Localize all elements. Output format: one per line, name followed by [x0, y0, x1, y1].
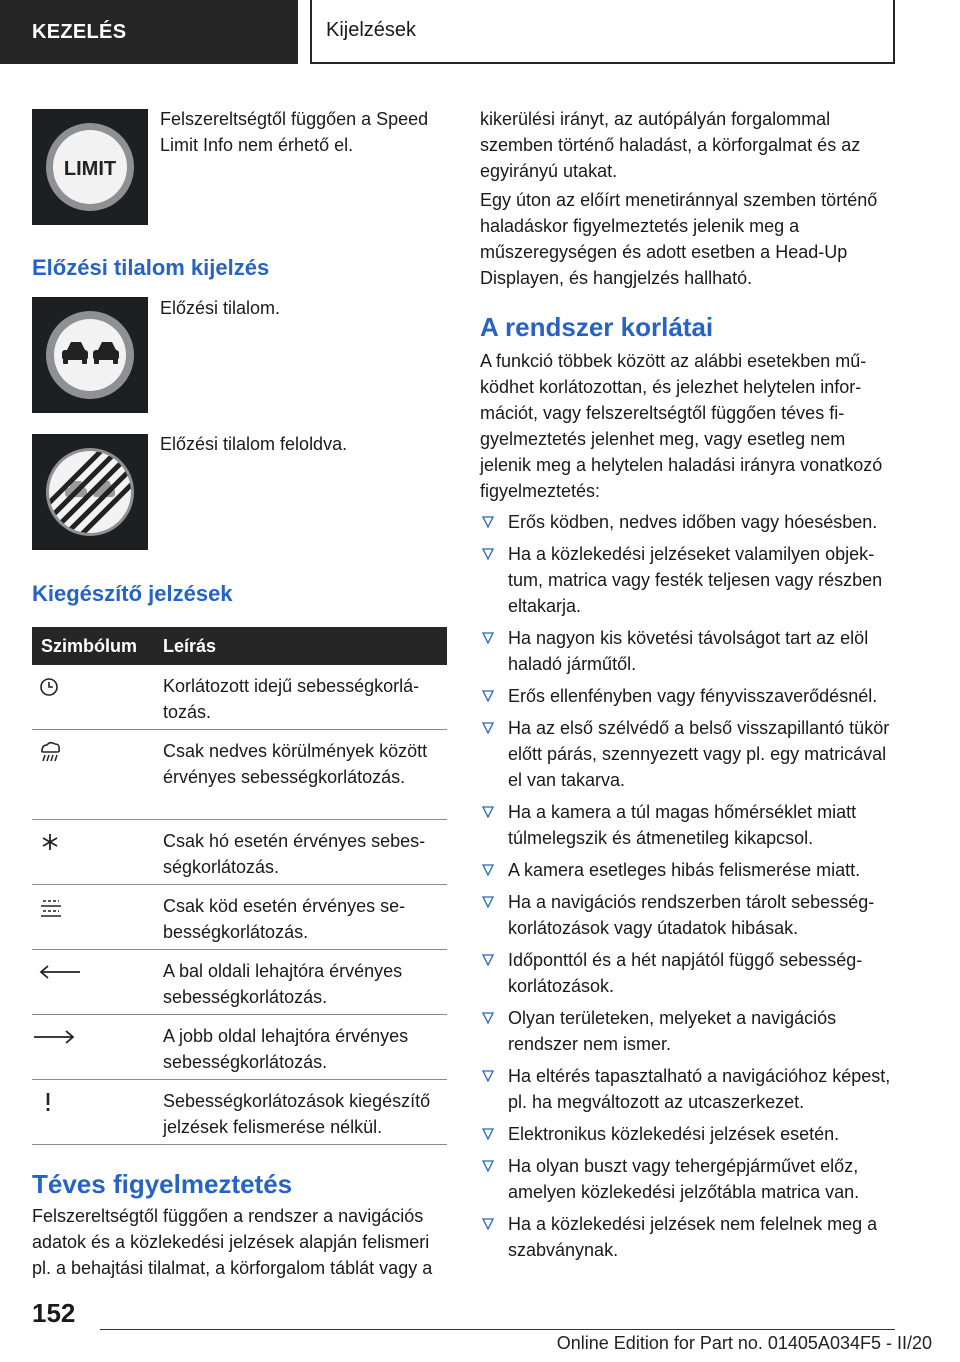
- right-paragraph-2: Egy úton az előírt menetiránnyal szemben történő haladáskor figyelmeztetés jelenik meg a műszeregységen és adott esetben a Head-Up Displayen, és hangjelzés hallható.: [480, 190, 878, 288]
- overtaking-caption: Előzési tilalom.: [160, 298, 281, 318]
- table-row: [32, 1080, 447, 1145]
- list-item-text: Elektronikus közlekedési jelzések esetén.: [508, 1124, 840, 1144]
- list-item: [480, 947, 900, 999]
- bullet-triangle-icon: [482, 864, 494, 876]
- arrow-right-icon: [32, 1025, 82, 1051]
- list-item-text: A kamera esetleges hibás felismerése miatt.: [508, 860, 861, 880]
- list-item-text: Erős ellenfényben vagy fényvisszaverődésnél.: [508, 686, 878, 706]
- overtaking-end-caption: Előzési tilalom feloldva.: [160, 434, 348, 454]
- list-item: [480, 1121, 900, 1147]
- rain-icon: [32, 740, 72, 766]
- bullet-triangle-icon: [482, 1070, 494, 1082]
- false-warning-heading: Téves figyelmeztetés: [32, 1169, 293, 1199]
- page-title: Kijelzések: [310, 0, 895, 64]
- bullet-triangle-icon: [482, 1128, 494, 1140]
- row-description: Csak nedves körülmények között érvényes sebességkorlátozás.: [163, 741, 428, 787]
- col-symbol-header: Szimbólum: [41, 636, 138, 656]
- bullet-triangle-icon: [482, 632, 494, 644]
- list-item-text: Ha a navigációs rendszerben tárolt sebességkorlátozások vagy útadatok hibásak.: [508, 892, 875, 938]
- limit-sign-text: LIMIT: [63, 158, 117, 180]
- row-description: Sebességkorlátozások kiegészítő jelzések felismerése nélkül.: [163, 1091, 431, 1137]
- list-item-text: Olyan területeken, melyeket a navigációs rendszer nem ismer.: [508, 1008, 837, 1054]
- limits-bullet-list: [480, 509, 900, 1269]
- col-description-header: Leírás: [163, 636, 217, 656]
- list-item: [480, 625, 900, 677]
- fog-icon: [32, 895, 72, 921]
- row-description: Csak hó esetén érvényes sebességkorlátozás.: [163, 831, 426, 877]
- list-item-text: Időponttól és a hét napjától függő sebességkorlátozások.: [508, 950, 863, 996]
- table-row: [32, 885, 447, 950]
- row-description: Korlátozott idejű sebességkorlátozás.: [163, 676, 420, 722]
- list-item: [480, 1063, 900, 1115]
- table-row: [32, 730, 447, 820]
- table-row: [32, 820, 447, 885]
- list-item-text: Erős ködben, nedves időben vagy hóesésben.: [508, 512, 878, 532]
- bullet-triangle-icon: [482, 1218, 494, 1230]
- list-item: [480, 889, 900, 941]
- list-item-text: Ha nagyon kis követési távolságot tart az elöl haladó járműtől.: [508, 628, 869, 674]
- speed-limit-info-image: [32, 109, 148, 225]
- list-item: [480, 541, 900, 619]
- bullet-triangle-icon: [482, 722, 494, 734]
- list-item-text: Ha olyan buszt vagy tehergépjárművet előz, amelyen közlekedési jelzőtábla matrica van.: [508, 1156, 860, 1202]
- list-item: [480, 1153, 900, 1205]
- system-limits-heading: A rendszer korlátai: [480, 312, 714, 342]
- row-description: A jobb oldal lehajtóra érvényes sebességkorlátozás.: [163, 1026, 409, 1072]
- row-description: Csak köd esetén érvényes sebességkorlátozás.: [163, 896, 406, 942]
- bullet-triangle-icon: [482, 1160, 494, 1172]
- row-description: A bal oldali lehajtóra érvényes sebességkorlátozás.: [163, 961, 403, 1007]
- no-overtaking-sign-image: [32, 297, 148, 413]
- clock-icon: [32, 675, 72, 701]
- list-item-text: Ha eltérés tapasztalható a navigációhoz képest, pl. ha megváltozott az utcaszerkezet.: [508, 1066, 891, 1112]
- table-row: [32, 1015, 447, 1080]
- table-row: [32, 665, 447, 730]
- list-item: [480, 509, 900, 535]
- page-number: 152: [32, 1298, 76, 1328]
- list-item-text: Ha a kamera a túl magas hőmérséklet miatt túlmelegszik és átmenetileg kikapcsol.: [508, 802, 857, 848]
- list-item: [480, 799, 900, 851]
- additional-signs-table: [32, 627, 447, 1145]
- system-limits-intro: A funkció többek között az alábbi esetekben működhet korlátozottan, és jelezhet helytelen információt, vagy felszereltségtől függően téves figyelmeztetés jelenhet meg, vagy esetleg nem jelenik meg a helytelen haladási irányra vonatkozó figyelmeztetés:: [480, 351, 883, 501]
- list-item-text: Ha a közlekedési jelzések nem felelnek meg a szabványnak.: [508, 1214, 878, 1260]
- end-of-no-overtaking-sign-image: [32, 434, 148, 550]
- bullet-triangle-icon: [482, 548, 494, 560]
- list-item-text: Ha a közlekedési jelzéseket valamilyen objektum, matrica vagy festék teljesen vagy részben eltakarja.: [508, 544, 883, 616]
- table-header: [32, 627, 447, 665]
- overtaking-heading: Előzési tilalom kijelzés: [32, 255, 270, 280]
- bullet-triangle-icon: [482, 896, 494, 908]
- bullet-triangle-icon: [482, 954, 494, 966]
- bullet-triangle-icon: [482, 806, 494, 818]
- bullet-triangle-icon: [482, 690, 494, 702]
- footer-divider: [100, 1329, 895, 1330]
- table-row: [32, 950, 447, 1015]
- list-item: [480, 683, 900, 709]
- list-item: [480, 1211, 900, 1263]
- additional-signs-heading: Kiegészítő jelzések: [32, 581, 233, 606]
- snowflake-icon: [32, 830, 72, 856]
- list-item: [480, 857, 900, 883]
- edition-footer: Online Edition for Part no. 01405A034F5 - II/20: [556, 1333, 932, 1353]
- exclamation-icon: [32, 1090, 72, 1116]
- right-paragraph-1: kikerülési irányt, az autópályán forgalommal szemben történő haladást, a körforgalmat és az egyirányú utakat.: [480, 109, 861, 181]
- list-item: [480, 715, 900, 793]
- false-warning-text: Felszereltségtől függően a rendszer a navigációs adatok és a közlekedési jelzések alapján felismeri pl. a behajtási tilalmat, a körforgalom táblát vagy a: [32, 1206, 433, 1278]
- bullet-triangle-icon: [482, 1012, 494, 1024]
- list-item-text: Ha az első szélvédő a belső visszapillantó tükör előtt párás, szennyezett vagy pl. egy matricával el van takarva.: [508, 718, 890, 790]
- list-item: [480, 1005, 900, 1057]
- limit-caption: Felszereltségtől függően a Speed Limit Info nem érhető el.: [160, 109, 429, 155]
- bullet-triangle-icon: [482, 516, 494, 528]
- section-tab: KEZELÉS: [0, 0, 298, 64]
- arrow-left-icon: [32, 960, 82, 986]
